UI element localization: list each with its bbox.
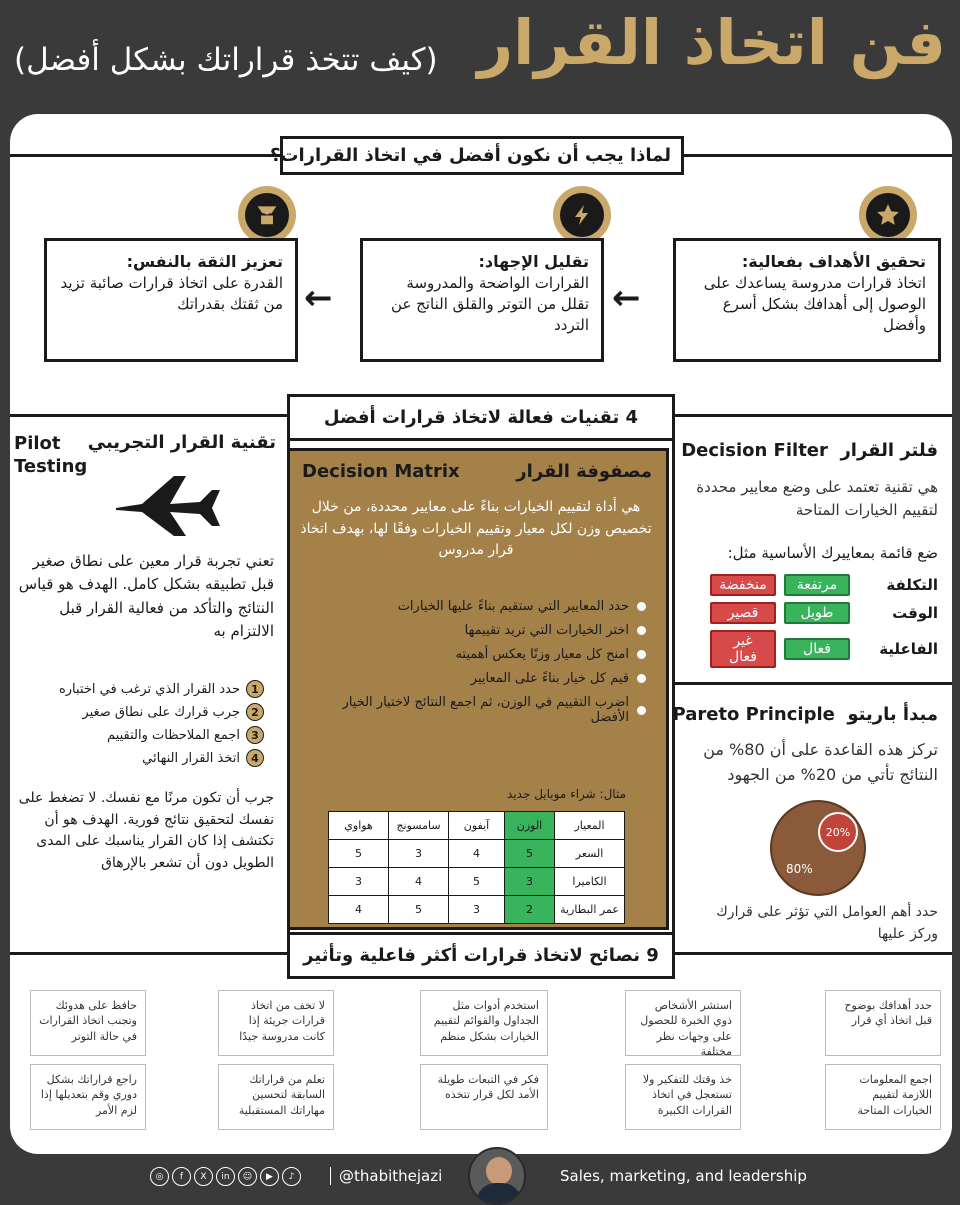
filter-row-cost xyxy=(710,574,938,596)
pilot-title-en: Pilot Testing xyxy=(14,433,88,478)
matrix-title-en: Decision Matrix xyxy=(302,461,460,482)
table-cell: 3 xyxy=(329,868,389,896)
pareto-big-label: 80% xyxy=(786,862,813,876)
benefit-stress-text: القرارات الواضحة والمدروسة تقلل من التوتر والقلق الناتج عن التردد xyxy=(391,274,589,335)
star-icon xyxy=(859,186,917,244)
pareto-desc: تركز هذه القاعدة على أن 80% من النتائج تأتي من 20% من الجهود xyxy=(703,740,938,784)
table-cell: 3 xyxy=(449,896,505,924)
list-item xyxy=(306,599,646,614)
filter-bad-tag: غير فعال xyxy=(710,630,776,668)
table-cell: 5 xyxy=(449,868,505,896)
step-text: حدد القرار الذي ترغب في اختباره xyxy=(58,681,240,697)
pilot-steps xyxy=(14,680,264,772)
matrix-table xyxy=(328,811,625,924)
table-cell: 4 xyxy=(449,840,505,868)
footer xyxy=(0,1155,960,1200)
table-cell: 3 xyxy=(505,868,555,896)
airplane-icon xyxy=(112,470,222,542)
tip-card: راجع قراراتك بشكل دوري وقم بتعديلها إذا لزم الأمر xyxy=(30,1064,146,1130)
list-item xyxy=(306,623,646,638)
filter-title-en: Decision Filter xyxy=(681,440,828,461)
instagram-icon[interactable]: ◎ xyxy=(150,1167,169,1186)
divider xyxy=(672,682,952,685)
step-text: جرب قرارك على نطاق صغير xyxy=(82,704,240,720)
tip-card: اجمع المعلومات اللازمة لتقييم الخيارات المتاحة xyxy=(825,1064,941,1130)
table-cell: 5 xyxy=(329,840,389,868)
filter-title xyxy=(681,440,938,461)
table-header: سامسونج xyxy=(389,812,449,840)
left-arrow-icon: ← xyxy=(612,278,641,318)
filter-bad-tag: قصير xyxy=(710,602,776,624)
pareto-circle xyxy=(770,800,866,896)
step-text: اختر الخيارات التي تريد تقييمها xyxy=(464,623,629,638)
benefit-goals xyxy=(673,238,941,362)
tip-card: فكر في التبعات طويلة الأمد لكل قرار تتخذه xyxy=(420,1064,548,1130)
filter-label: الفاعلية xyxy=(879,640,938,658)
step-number: 3 xyxy=(246,726,264,744)
tips-title: 9 نصائح لاتخاذ قرارات أكثر فاعلية وتأثير xyxy=(287,932,675,979)
table-cell: السعر xyxy=(555,840,625,868)
page-subtitle: (كيف تتخذ قراراتك بشكل أفضل) xyxy=(14,42,438,78)
filter-label: التكلفة xyxy=(886,576,938,594)
confidence-icon xyxy=(238,186,296,244)
step-text: امنح كل معيار وزنًا يعكس أهميته xyxy=(455,647,629,662)
matrix-desc: هي أداة لتقييم الخيارات بناءً على معايير محددة، من خلال تخصيص وزن لكل معيار وتقييم الخيارات وفقًا لها، بهدف اتخاذ قرار مدروس xyxy=(300,499,652,559)
benefit-stress xyxy=(360,238,604,362)
table-header: المعيار xyxy=(555,812,625,840)
social-links xyxy=(150,1167,304,1186)
matrix-title xyxy=(302,461,652,482)
list-item xyxy=(306,647,646,662)
table-cell: 4 xyxy=(329,896,389,924)
tip-card: حافظ على هدوئك وتجنب اتخاذ القرارات في حالة التوتر xyxy=(30,990,146,1056)
author-tagline: Sales, marketing, and leadership xyxy=(560,1167,807,1185)
benefit-confidence-text: القدرة على اتخاذ قرارات صائبة تزيد من ثقتك بقدراتك xyxy=(60,274,283,314)
left-arrow-icon: ← xyxy=(304,278,333,318)
lightning-icon xyxy=(553,186,611,244)
filter-label: الوقت xyxy=(892,604,938,622)
table-cell: 4 xyxy=(389,868,449,896)
matrix-panel xyxy=(287,448,669,930)
table-header: الوزن xyxy=(505,812,555,840)
filter-prompt: ضع قائمة بمعاييرك الأساسية مثل: xyxy=(727,544,938,562)
list-item xyxy=(14,749,264,767)
table-row xyxy=(329,896,625,924)
matrix-steps xyxy=(306,599,646,734)
step-text: اضرب التقييم في الوزن، ثم اجمع النتائج لاختيار الخيار الأفضل xyxy=(342,695,629,725)
table-header: هواوي xyxy=(329,812,389,840)
step-number: 4 xyxy=(246,749,264,767)
step-text: حدد المعايير التي ستقيم بناءً عليها الخيارات xyxy=(397,599,629,614)
filter-row-effect xyxy=(710,630,938,668)
content-card xyxy=(10,114,952,1154)
table-cell: 5 xyxy=(389,896,449,924)
tip-card: لا تخف من اتخاذ قرارات جريئة إذا كانت مدروسة جيدًا xyxy=(218,990,334,1056)
why-title: لماذا يجب أن نكون أفضل في اتخاذ القرارات؟ xyxy=(280,136,684,175)
filter-bad-tag: منخفضة xyxy=(710,574,776,596)
pareto-note: حدد أهم العوامل التي تؤثر على قرارك وركز عليها xyxy=(716,904,938,942)
filter-good-tag: فعال xyxy=(784,638,850,660)
table-header: آيفون xyxy=(449,812,505,840)
tip-card: خذ وقتك للتفكير ولا تستعجل في اتخاذ القرارات الكبيرة xyxy=(625,1064,741,1130)
pareto-title xyxy=(673,704,939,725)
step-text: اجمع الملاحظات والتقييم xyxy=(107,727,240,743)
benefit-goals-text: اتخاذ قرارات مدروسة يساعدك على الوصول إلى أهدافك بشكل أسرع وأفضل xyxy=(703,274,926,335)
linkedin-icon[interactable]: in xyxy=(216,1167,235,1186)
list-item xyxy=(306,695,646,725)
pareto-title-en: Pareto Principle xyxy=(672,704,835,725)
matrix-title-ar: مصفوفة القرار xyxy=(516,461,652,482)
youtube-icon[interactable]: ▶ xyxy=(260,1167,279,1186)
benefit-confidence-heading: تعزيز الثقة بالنفس: xyxy=(126,252,283,271)
benefit-confidence xyxy=(44,238,298,362)
table-cell: الكاميرا xyxy=(555,868,625,896)
tip-card: استخدم أدوات مثل الجداول والقوائم لتقييم الخيارات بشكل منظم xyxy=(420,990,548,1056)
step-text: اتخذ القرار النهائي xyxy=(142,750,240,766)
pilot-note: جرب أن تكون مرنًا مع نفسك. لا تضغط على نفسك لتحقيق نتائج فورية. الهدف هو أن تكتشف إذا كان القرار يناسبك على المدى الطويل دون أن تشعر بالإرهاق xyxy=(18,790,274,872)
avatar xyxy=(468,1147,526,1205)
list-item xyxy=(14,680,264,698)
benefit-goals-heading: تحقيق الأهداف بفعالية: xyxy=(741,252,926,271)
matrix-example: مثال: شراء موبايل جديد xyxy=(507,787,626,801)
tip-card: تعلم من قراراتك السابقة لتحسين مهاراتك المستقبلية xyxy=(218,1064,334,1130)
pareto-small-label: 20% xyxy=(818,812,858,852)
filter-title-ar: فلتر القرار xyxy=(840,440,938,461)
table-row xyxy=(329,868,625,896)
table-cell: 3 xyxy=(389,840,449,868)
techniques-title: 4 تقنيات فعالة لاتخاذ قرارات أفضل xyxy=(287,394,675,441)
filter-good-tag: طويل xyxy=(784,602,850,624)
list-item xyxy=(306,671,646,686)
benefit-stress-heading: تقليل الإجهاد: xyxy=(478,252,589,271)
filter-good-tag: مرتفعة xyxy=(784,574,850,596)
table-row xyxy=(329,840,625,868)
page-title: فن اتخاذ القرار xyxy=(477,6,946,79)
pilot-title-ar: تقنية القرار التجريبي xyxy=(87,432,276,453)
snapchat-icon[interactable]: ☺ xyxy=(238,1167,257,1186)
author-handle[interactable]: @thabithejazi xyxy=(330,1167,442,1185)
pilot-desc: تعني تجربة قرار معين على نطاق صغير قبل تطبيقه بشكل كامل. الهدف هو قياس النتائج والتأكد من فعالية القرار قبل الالتزام به xyxy=(18,552,274,640)
step-number: 1 xyxy=(246,680,264,698)
table-cell: عمر البطارية xyxy=(555,896,625,924)
facebook-icon[interactable]: f xyxy=(172,1167,191,1186)
tip-card: استشر الأشخاص ذوي الخبرة للحصول على وجهات نظر مختلفة xyxy=(625,990,741,1056)
table-cell: 5 xyxy=(505,840,555,868)
tiktok-icon[interactable]: ♪ xyxy=(282,1167,301,1186)
filter-row-time xyxy=(710,602,938,624)
pareto-title-ar: مبدأ باريتو xyxy=(847,704,938,725)
list-item xyxy=(14,726,264,744)
step-text: قيم كل خيار بناءً على المعايير xyxy=(470,671,629,686)
step-number: 2 xyxy=(246,703,264,721)
table-cell: 2 xyxy=(505,896,555,924)
list-item xyxy=(14,703,264,721)
filter-desc: هي تقنية تعتمد على وضع معايير محددة لتقييم الخيارات المتاحة xyxy=(696,478,938,520)
x-icon[interactable]: X xyxy=(194,1167,213,1186)
tip-card: حدد أهدافك بوضوح قبل اتخاذ أي قرار xyxy=(825,990,941,1056)
